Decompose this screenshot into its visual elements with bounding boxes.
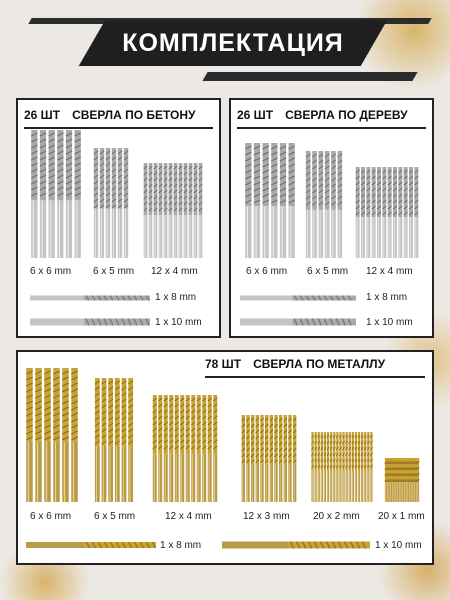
metal-group-4-bit [246,415,249,502]
wood-group-1-bit [254,143,260,258]
wood-group-3-bit [398,167,402,258]
wood-title: СВЕРЛА ПО ДЕРЕВУ [285,108,408,122]
concrete-group-2-bit [112,148,116,258]
concrete-group-2-bit [124,148,128,258]
metal-group-5-bit [358,432,360,502]
wood-group-3-label: 12 х 4 mm [366,266,413,277]
concrete-group-3-label: 12 х 4 mm [151,266,198,277]
metal-group-5-bit [364,432,366,502]
metal-group-5-bit [333,432,335,502]
concrete-single-1-label: 1 х 8 mm [155,292,197,303]
metal-group-3-bit [208,395,212,502]
metal-group-3-bit [191,395,195,502]
concrete-group-1-bit [40,130,46,258]
wood-group-1-bit [289,143,295,258]
metal-group-1-label: 6 х 6 mm [30,511,72,522]
metal-group-5-bit [361,432,363,502]
concrete-title: СВЕРЛА ПО БЕТОНУ [72,108,196,122]
wood-group-3-bit [382,167,386,258]
metal-group-2-bit [122,378,127,502]
metal-group-5-bit [318,432,320,502]
wood-group-2-bit [306,151,311,258]
wood-group-3-bit [356,167,360,258]
concrete-group-3-bit [169,163,173,258]
wood-single-2-bit [240,319,356,326]
metal-single-2-label: 1 х 10 mm [375,540,422,551]
metal-group-1-bit [53,368,59,502]
metal-group-3-bit [197,395,201,502]
wood-group-3-bit [414,167,418,258]
metal-group-3-bit [158,395,162,502]
concrete-group-3-bit [184,163,188,258]
wood-single-1-bit [240,296,356,301]
concrete-group-2-label: 6 х 5 mm [93,266,135,277]
metal-group-3-bit [186,395,190,502]
metal-group-3-bit [213,395,217,502]
metal-group-5-bit [336,432,338,502]
wood-single-2-label: 1 х 10 mm [366,317,413,328]
concrete-group-3-bit [179,163,183,258]
wood-group-3-bit [388,167,392,258]
metal-group-5-label: 20 х 2 mm [313,511,360,522]
metal-group-5-bit [324,432,326,502]
metal-group-4-bit [293,415,296,502]
metal-group-5-bit [346,432,348,502]
metal-count: 78 ШТ [205,357,242,371]
concrete-count: 26 ШТ [24,108,61,122]
concrete-group-3-bit [154,163,158,258]
wood-group-2-bit [319,151,324,258]
metal-group-3-bit [202,395,206,502]
wood-group-3-bit [366,167,370,258]
metal-group-4-bit [256,415,259,502]
metal-group-3-bit [169,395,173,502]
metal-group-1-bit [71,368,77,502]
metal-group-5-bit [370,432,372,502]
metal-single-1-label: 1 х 8 mm [160,540,202,551]
wood-group-2-bit [325,151,330,258]
metal-group-5-bit [315,432,317,502]
wood-group-1-bit [271,143,277,258]
concrete-group-3-bit [149,163,153,258]
metal-group-4-bit [274,415,277,502]
concrete-single-2-label: 1 х 10 mm [155,317,202,328]
metal-group-4-bit [279,415,282,502]
wood-group-1-bit [280,143,286,258]
wood-group-3-bit [409,167,413,258]
metal-group-4-bit [242,415,245,502]
wood-group-2-bit [331,151,336,258]
metal-group-1-bit [35,368,41,502]
metal-group-6-bit [417,458,419,502]
concrete-group-2-bit [106,148,110,258]
concrete-group-3-bit [159,163,163,258]
metal-group-3-bit [153,395,157,502]
concrete-group-3-bit [194,163,198,258]
concrete-group-2-bit [94,148,98,258]
metal-group-5-bit [339,432,341,502]
metal-group-2-bit [102,378,107,502]
metal-group-1-bit [26,368,32,502]
concrete-group-3-bit [144,163,148,258]
metal-group-3-label: 12 х 4 mm [165,511,212,522]
metal-group-2-bit [128,378,133,502]
metal-single-1-bit [26,542,156,548]
metal-group-4-bit [260,415,263,502]
concrete-group-2-bit [100,148,104,258]
metal-group-3-bit [175,395,179,502]
concrete-group-3-bit [174,163,178,258]
metal-title: СВЕРЛА ПО МЕТАЛЛУ [253,357,386,371]
wood-group-2-bit [338,151,343,258]
metal-group-5-bit [311,432,313,502]
metal-group-5-bit [321,432,323,502]
wood-single-1-label: 1 х 8 mm [366,292,408,303]
metal-group-4-bit [265,415,268,502]
concrete-group-3-bit [164,163,168,258]
metal-group-5-bit [355,432,357,502]
concrete-single-1-bit [30,296,150,301]
page-title: КОМПЛЕКТАЦИЯ [122,28,344,57]
metal-group-4-label: 12 х 3 mm [243,511,290,522]
wood-group-3-bit [377,167,381,258]
wood-group-3-bit [393,167,397,258]
metal-group-1-bit [62,368,68,502]
wood-count: 26 ШТ [237,108,274,122]
concrete-group-1-bit [49,130,55,258]
metal-group-4-bit [270,415,273,502]
metal-group-5-bit [342,432,344,502]
concrete-group-1-bit [57,130,63,258]
metal-group-5-bit [367,432,369,502]
metal-group-2-bit [108,378,113,502]
metal-group-2-bit [115,378,120,502]
metal-group-1-bit [44,368,50,502]
concrete-group-1-bit [31,130,37,258]
metal-group-6-label: 20 х 1 mm [378,511,425,522]
metal-group-5-bit [352,432,354,502]
wood-group-3-bit [361,167,365,258]
metal-group-3-bit [180,395,184,502]
metal-group-4-bit [251,415,254,502]
wood-group-1-bit [245,143,251,258]
concrete-group-3-bit [199,163,203,258]
wood-group-2-label: 6 х 5 mm [307,266,349,277]
concrete-group-2-bit [118,148,122,258]
wood-group-1-bit [263,143,269,258]
concrete-group-1-bit [75,130,81,258]
metal-group-5-bit [349,432,351,502]
concrete-single-2-bit [30,319,150,326]
metal-group-5-bit [330,432,332,502]
metal-group-4-bit [284,415,287,502]
wood-group-3-bit [404,167,408,258]
wood-group-2-bit [312,151,317,258]
metal-single-2-bit [222,542,370,549]
metal-group-4-bit [288,415,291,502]
wood-group-3-bit [372,167,376,258]
metal-group-5-bit [327,432,329,502]
wood-group-1-label: 6 х 6 mm [246,266,288,277]
concrete-group-1-bit [66,130,72,258]
metal-group-3-bit [164,395,168,502]
metal-group-2-bit [95,378,100,502]
concrete-group-3-bit [189,163,193,258]
concrete-group-1-label: 6 х 6 mm [30,266,72,277]
metal-group-2-label: 6 х 5 mm [94,511,136,522]
